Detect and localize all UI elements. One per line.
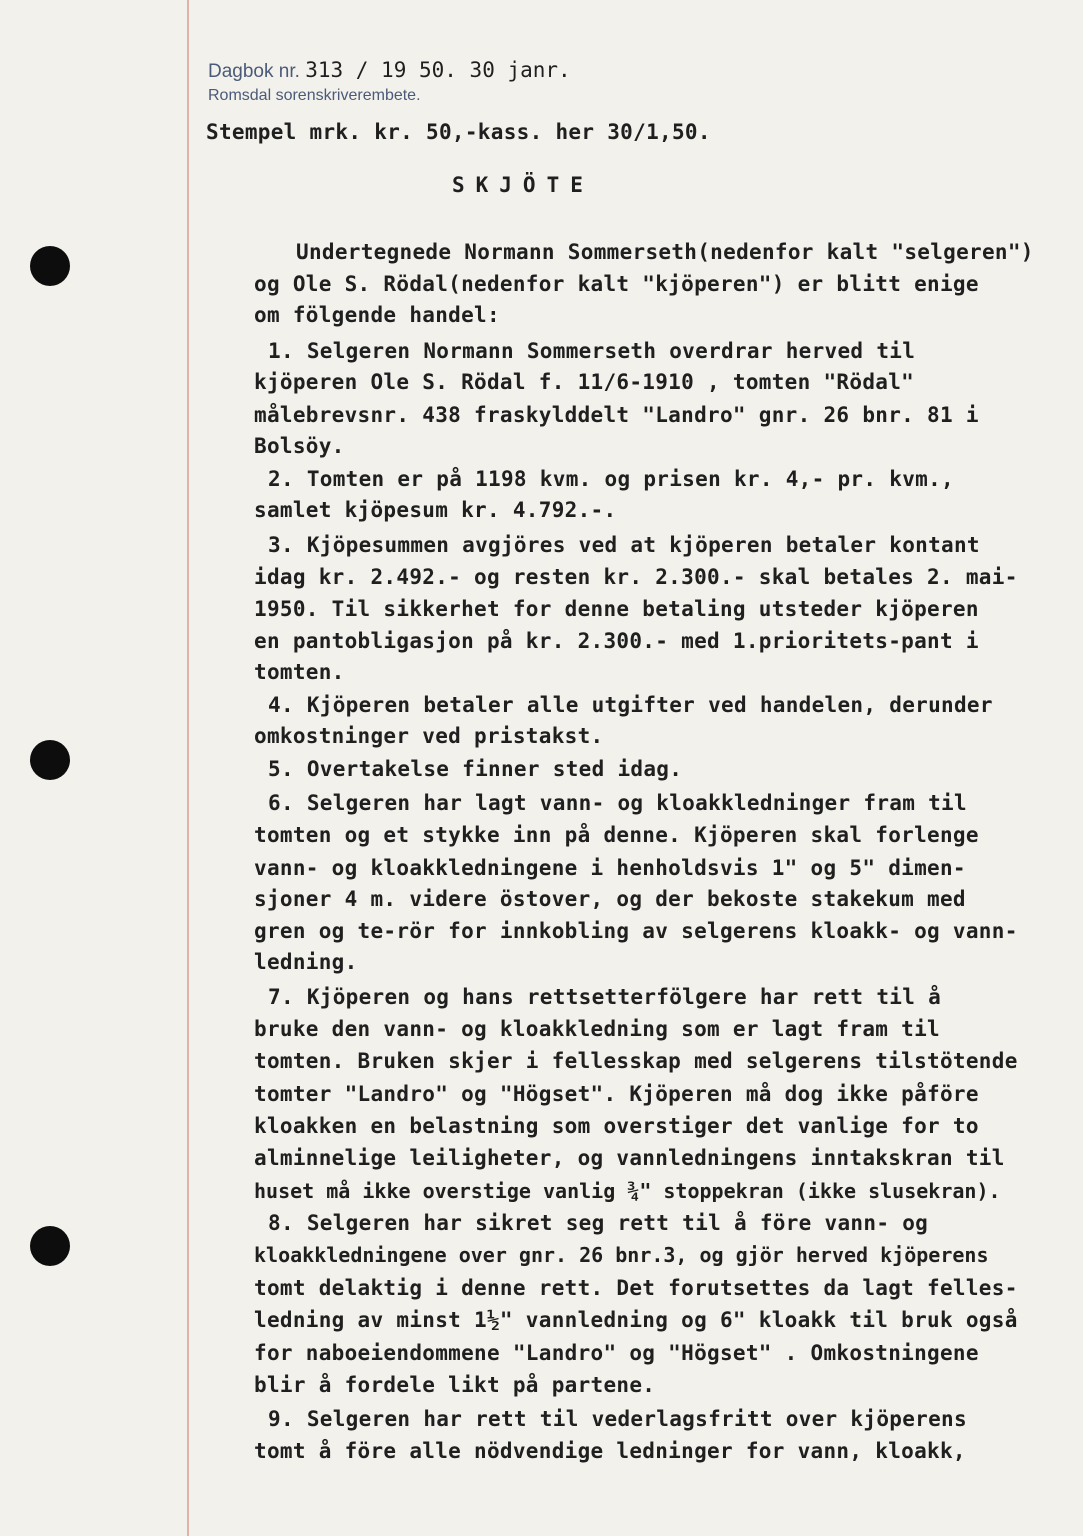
body-line: kloakken en belastning som overstiger det vanlige for to: [254, 1114, 979, 1138]
body-line: kloakkledningene over gnr. 26 bnr.3, og gjör herved kjöperens: [254, 1243, 989, 1267]
body-line: tomter "Landro" og "Högset". Kjöperen må dog ikke påföre: [254, 1082, 979, 1106]
body-line: tomten og et stykke inn på denne. Kjöperen skal forlenge: [254, 823, 979, 847]
body-line: ledning.: [254, 950, 358, 974]
body-line: og Ole S. Rödal(nedenfor kalt "kjöperen") er blitt enige: [254, 272, 979, 296]
body-line: 3. Kjöpesummen avgjöres ved at kjöperen betaler kontant: [268, 533, 980, 557]
registry-stamp: [208, 58, 571, 108]
body-line: 1950. Til sikkerhet for denne betaling utsteder kjöperen: [254, 597, 979, 621]
body-line: 2. Tomten er på 1198 kvm. og prisen kr. 4,- pr. kvm.,: [268, 467, 954, 491]
body-line: sjoner 4 m. videre östover, og der bekoste stakekum med: [254, 887, 966, 911]
body-line: 1. Selgeren Normann Sommerseth overdrar herved til: [268, 339, 916, 363]
body-line: 7. Kjöperen og hans rettsetterfölgere har rett til å: [268, 985, 942, 1009]
margin-rule: [187, 0, 189, 1536]
body-line: for naboeiendommene "Landro" og "Högset" . Omkostningene: [254, 1341, 979, 1365]
body-line: 5. Overtakelse finner sted idag.: [268, 757, 683, 781]
body-line: 4. Kjöperen betaler alle utgifter ved handelen, derunder: [268, 693, 993, 717]
stamp-label: Dagbok nr.: [208, 61, 300, 82]
body-line: huset må ikke overstige vanlig ¾" stoppekran (ikke slusekran).: [254, 1179, 1001, 1203]
body-line: en pantobligasjon på kr. 2.300.- med 1.prioritets-pant i: [254, 629, 979, 653]
body-line: tomt delaktig i denne rett. Det forutsettes da lagt felles-: [254, 1276, 1018, 1300]
body-line: Undertegnede Normann Sommerseth(nedenfor kalt "selgeren"): [296, 240, 1034, 264]
body-line: 9. Selgeren har rett til vederlagsfritt over kjöperens: [268, 1407, 967, 1431]
body-line: samlet kjöpesum kr. 4.792.-.: [254, 498, 617, 522]
body-line: idag kr. 2.492.- og resten kr. 2.300.- skal betales 2. mai-: [254, 565, 1018, 589]
body-line: kjöperen Ole S. Rödal f. 11/6-1910 , tomten "Rödal": [254, 370, 915, 394]
body-line: bruke den vann- og kloakkledning som er lagt fram til: [254, 1017, 940, 1041]
body-line: blir å fordele likt på partene.: [254, 1373, 656, 1397]
body-line: tomt å före alle nödvendige ledninger for vann, kloakk,: [254, 1439, 966, 1463]
body-line: tomten. Bruken skjer i fellesskap med selgerens tilstötende: [254, 1049, 1018, 1073]
body-line: alminnelige leiligheter, og vannledningens inntakskran til: [254, 1146, 1005, 1170]
stamp-handwritten-entry: 313 / 19 50. 30 janr.: [305, 58, 571, 82]
punch-hole: [30, 740, 70, 780]
document-title: SKJÖTE: [452, 173, 594, 197]
body-line: gren og te-rör for innkobling av selgerens kloakk- og vann-: [254, 919, 1018, 943]
body-line: 6. Selgeren har lagt vann- og kloakkledninger fram til: [268, 791, 967, 815]
body-line: vann- og kloakkledningene i henholdsvis 1" og 5" dimen-: [254, 856, 966, 880]
body-line: ledning av minst 1½" vannledning og 6" kloakk til bruk også: [254, 1308, 1018, 1332]
stamp-office: Romsdal sorenskriverembete.: [208, 87, 421, 104]
punch-hole: [30, 246, 70, 286]
body-line: omkostninger ved pristakst.: [254, 724, 604, 748]
body-line: 8. Selgeren har sikret seg rett til å före vann- og: [268, 1211, 929, 1235]
stamp-fee-line: Stempel mrk. kr. 50,-kass. her 30/1,50.: [206, 120, 711, 144]
body-line: tomten.: [254, 660, 345, 684]
body-line: målebrevsnr. 438 fraskylddelt "Landro" gnr. 26 bnr. 81 i: [254, 403, 979, 427]
body-line: om fölgende handel:: [254, 303, 500, 327]
body-line: Bolsöy.: [254, 434, 345, 458]
punch-hole: [30, 1226, 70, 1266]
